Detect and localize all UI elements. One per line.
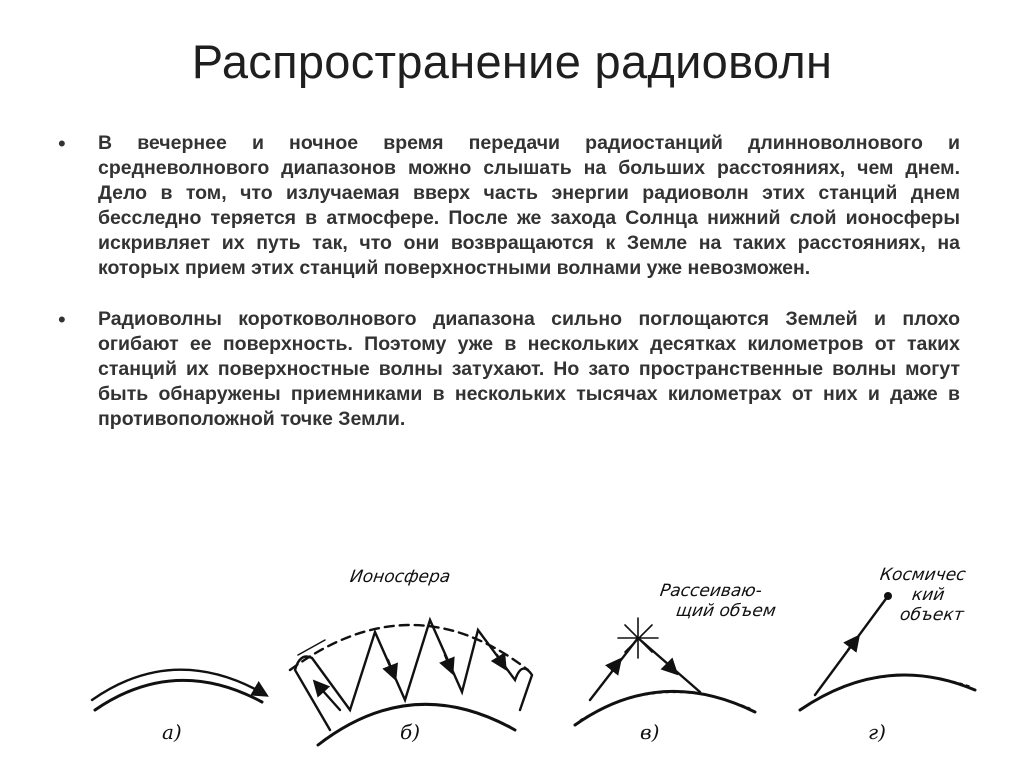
ionosphere-label: Ионосфера xyxy=(348,567,452,587)
figure-label-b: б) xyxy=(400,720,421,744)
diagram-c xyxy=(575,618,755,725)
bullet-text: В вечернее и ночное время передачи радиостанций длинноволнового и средневолнового диапазонов можно слышать на больших расстояниях, чем днем. Дело в том, что излучаемая вверх часть энергии радиоволн этих станций днем бесследно теряется в атмосфере. После же захода Солнца нижний слой ионосферы искривляет их путь так, что они возвращаются к Земле на таких расстояниях, на которых прием этих станций поверхностными волнами уже невозможен. xyxy=(98,132,960,279)
bullet-dot: • xyxy=(58,131,66,156)
propagation-diagrams xyxy=(0,560,1024,768)
bullet-list xyxy=(58,131,960,432)
scatter-label-1: Рассеиваю- xyxy=(658,581,764,601)
slide-title: Распространение радиоволн xyxy=(191,35,833,88)
cosmic-object-dot xyxy=(884,592,892,600)
figure-label-a: а) xyxy=(162,720,182,744)
cosmic-label-3: объект xyxy=(898,605,966,625)
bullet-dot: • xyxy=(58,307,66,332)
cosmic-label-2: кий xyxy=(910,585,946,605)
figure-label-c: в) xyxy=(640,720,660,744)
bullet-item xyxy=(58,131,960,281)
diagram-a xyxy=(92,670,266,710)
cosmic-label-1: Космичес xyxy=(878,565,968,585)
figure-label-d: г) xyxy=(868,720,886,744)
bullet-text: Радиоволны коротковолнового диапазона сильно поглощаются Землей и плохо огибают ее поверхность. Поэтому уже в нескольких десятках километров от таких станций их поверхностные волны затухают. Но зато пространственные волны могут быть обнаружены приемниками в нескольких тысячах километрах от них и даже в противоположной точке Земли. xyxy=(98,308,960,430)
bullet-item xyxy=(58,307,960,432)
scatter-label-2: щий объем xyxy=(674,601,778,621)
